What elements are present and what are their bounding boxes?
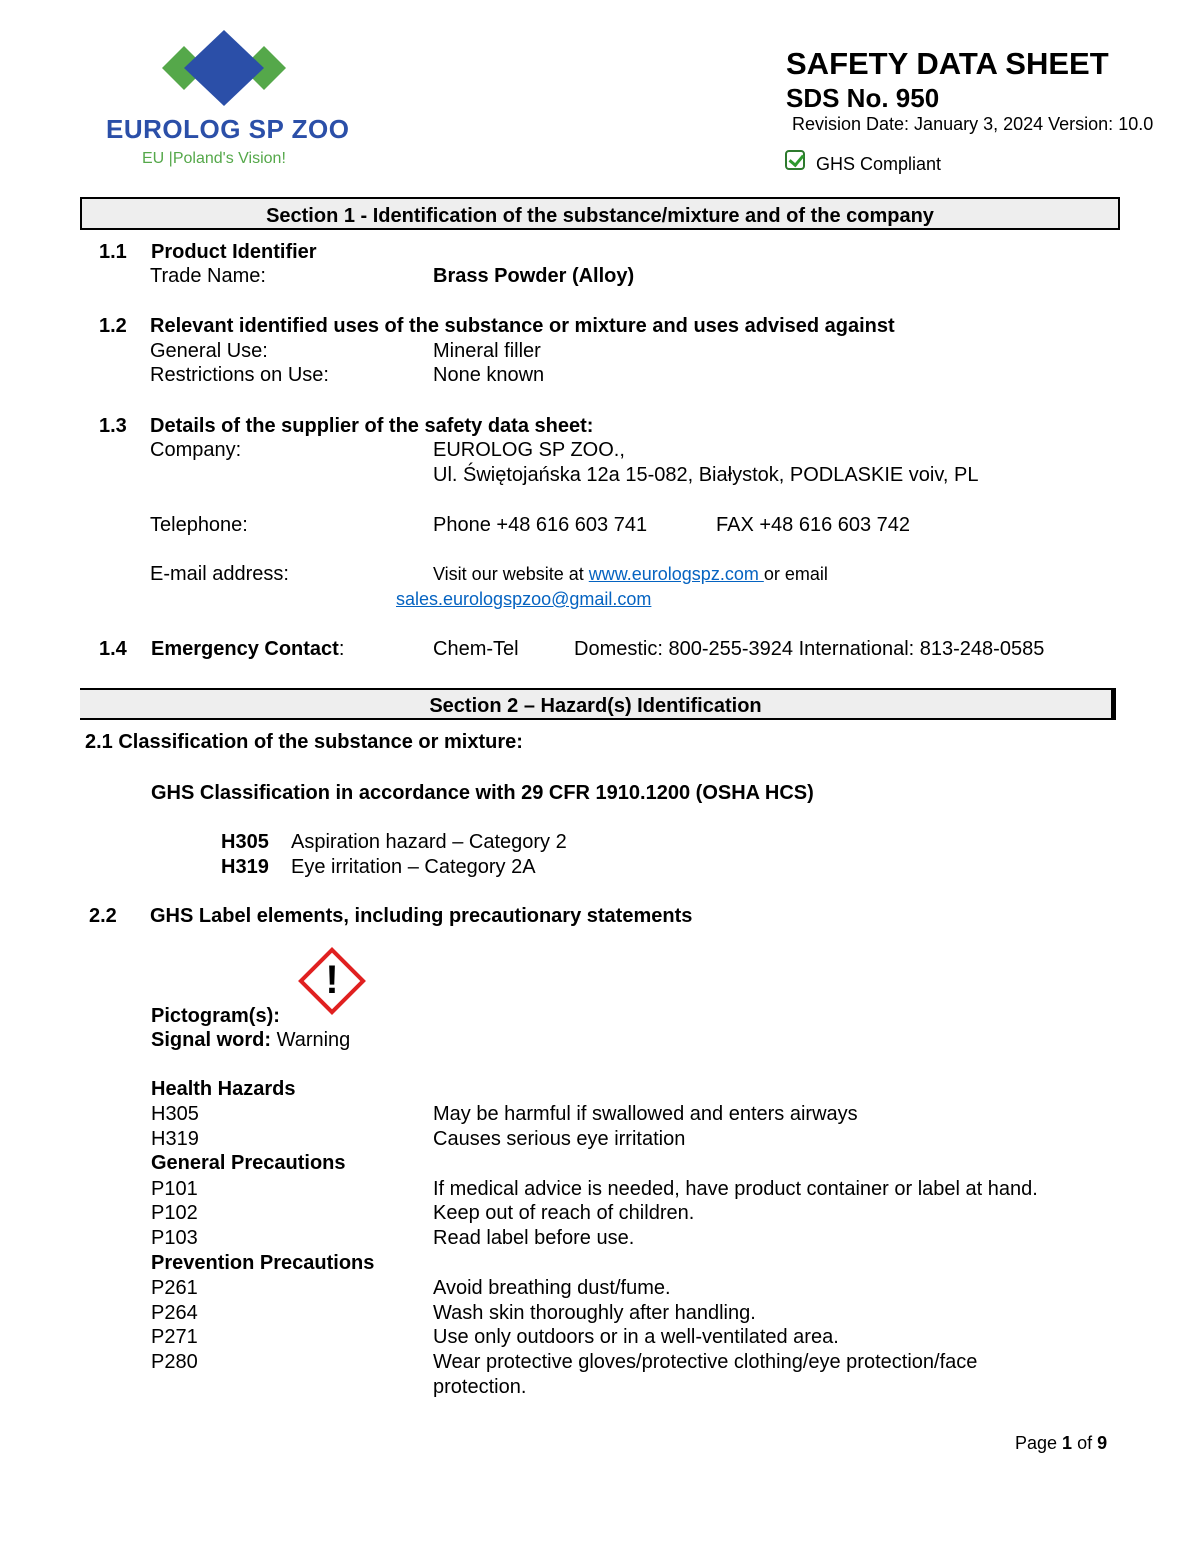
exclamation-glyph-icon: !: [325, 958, 339, 1002]
checkbox-checked-icon: [785, 150, 805, 170]
hazard-code: H319: [221, 856, 269, 878]
section-number: 1.3: [99, 415, 127, 437]
ghs-classification-heading: GHS Classification in accordance with 29 CFR 1910.1200 (OSHA HCS): [151, 782, 814, 804]
statement-text: May be harmful if swallowed and enters airways: [433, 1103, 858, 1125]
statement-text-continued: protection.: [433, 1376, 527, 1398]
emergency-contact-name: Chem-Tel: [433, 638, 519, 660]
company-label: Company:: [150, 439, 242, 461]
classification-heading: 2.1 Classification of the substance or mixture:: [85, 731, 523, 753]
general-use-value: Mineral filler: [433, 340, 541, 362]
health-hazards-heading: Health Hazards: [151, 1078, 296, 1100]
general-precautions-heading: General Precautions: [151, 1152, 346, 1174]
fax-number: FAX +48 616 603 742: [716, 514, 911, 536]
logo-diamond-icon: [100, 28, 350, 118]
contact-line: [433, 563, 828, 585]
statement-code: H305: [151, 1103, 199, 1125]
signal-word: Signal word: Warning: [151, 1029, 351, 1051]
telephone-label: Telephone:: [150, 514, 248, 536]
section-number: 2.2: [89, 905, 117, 927]
statement-text: Causes serious eye irritation: [433, 1128, 686, 1150]
emergency-contact-heading: Emergency Contact:: [151, 638, 345, 660]
prevention-precautions-heading: Prevention Precautions: [151, 1252, 375, 1274]
statement-text: Use only outdoors or in a well-ventilated area.: [433, 1326, 839, 1348]
emergency-numbers: Domestic: 800-255-3924 International: 813-248-0585: [574, 638, 1045, 660]
statement-text: Wash skin thoroughly after handling.: [433, 1302, 756, 1324]
statement-code: P264: [151, 1302, 198, 1324]
document-title: SAFETY DATA SHEET: [786, 46, 1109, 81]
statement-code: P101: [151, 1178, 198, 1200]
trade-name-value: Brass Powder (Alloy): [433, 265, 635, 287]
hazard-class: Aspiration hazard – Category 2: [291, 831, 567, 853]
sds-number: SDS No. 950: [786, 83, 940, 113]
product-identifier-heading: Product Identifier: [151, 241, 317, 263]
statement-code: P261: [151, 1277, 198, 1299]
supplier-details-heading: Details of the supplier of the safety data sheet:: [150, 415, 594, 437]
section-number: 1.4: [99, 638, 127, 660]
website-prefix: Visit our website at: [433, 564, 589, 584]
statement-text: Avoid breathing dust/fume.: [433, 1277, 671, 1299]
company-value: EUROLOG SP ZOO.,: [433, 439, 625, 461]
email-connector: or email: [763, 564, 828, 584]
section-2-header: Section 2 – Hazard(s) Identification: [80, 688, 1116, 720]
website-link[interactable]: www.eurologspz.com: [588, 564, 764, 584]
statement-code: P271: [151, 1326, 198, 1348]
company-address: Ul. Świętojańska 12a 15-082, Białystok, PODLASKIE voiv, PL: [433, 464, 979, 486]
phone-number: Phone +48 616 603 741: [433, 514, 648, 536]
email-label: E-mail address:: [150, 563, 289, 585]
statement-code: H319: [151, 1128, 199, 1150]
statement-text: Read label before use.: [433, 1227, 635, 1249]
general-use-label: General Use:: [150, 340, 268, 362]
statement-code: P102: [151, 1202, 198, 1224]
restrictions-value: None known: [433, 364, 545, 386]
identified-uses-heading: Relevant identified uses of the substance or mixture and uses advised against: [150, 315, 895, 337]
section-1-header: Section 1 - Identification of the substance/mixture and of the company: [80, 197, 1120, 230]
label-elements-heading: GHS Label elements, including precautionary statements: [150, 905, 693, 927]
statement-code: P280: [151, 1351, 198, 1373]
section-number: 1.1: [99, 241, 127, 263]
ghs-compliant-label: GHS Compliant: [816, 154, 942, 174]
restrictions-label: Restrictions on Use:: [150, 364, 329, 386]
hazard-code: H305: [221, 831, 269, 853]
revision-info: Revision Date: January 3, 2024 Version: 10.0: [792, 114, 1154, 134]
company-logo: [100, 28, 350, 178]
logo-tagline: EU |Poland's Vision!: [142, 150, 286, 167]
section-number: 1.2: [99, 315, 127, 337]
statement-code: P103: [151, 1227, 198, 1249]
pictogram-label: Pictogram(s):: [151, 1005, 280, 1027]
statement-text: Keep out of reach of children.: [433, 1202, 695, 1224]
hazard-class: Eye irritation – Category 2A: [291, 856, 536, 878]
statement-text: Wear protective gloves/protective clothing/eye protection/face: [433, 1351, 978, 1373]
trade-name-label: Trade Name:: [150, 265, 266, 287]
logo-name: EUROLOG SP ZOO: [106, 114, 350, 144]
page-number: Page 1 of 9: [1015, 1433, 1108, 1453]
email-link[interactable]: sales.eurologspzoo@gmail.com: [396, 589, 652, 609]
statement-text: If medical advice is needed, have product container or label at hand.: [433, 1178, 1038, 1200]
